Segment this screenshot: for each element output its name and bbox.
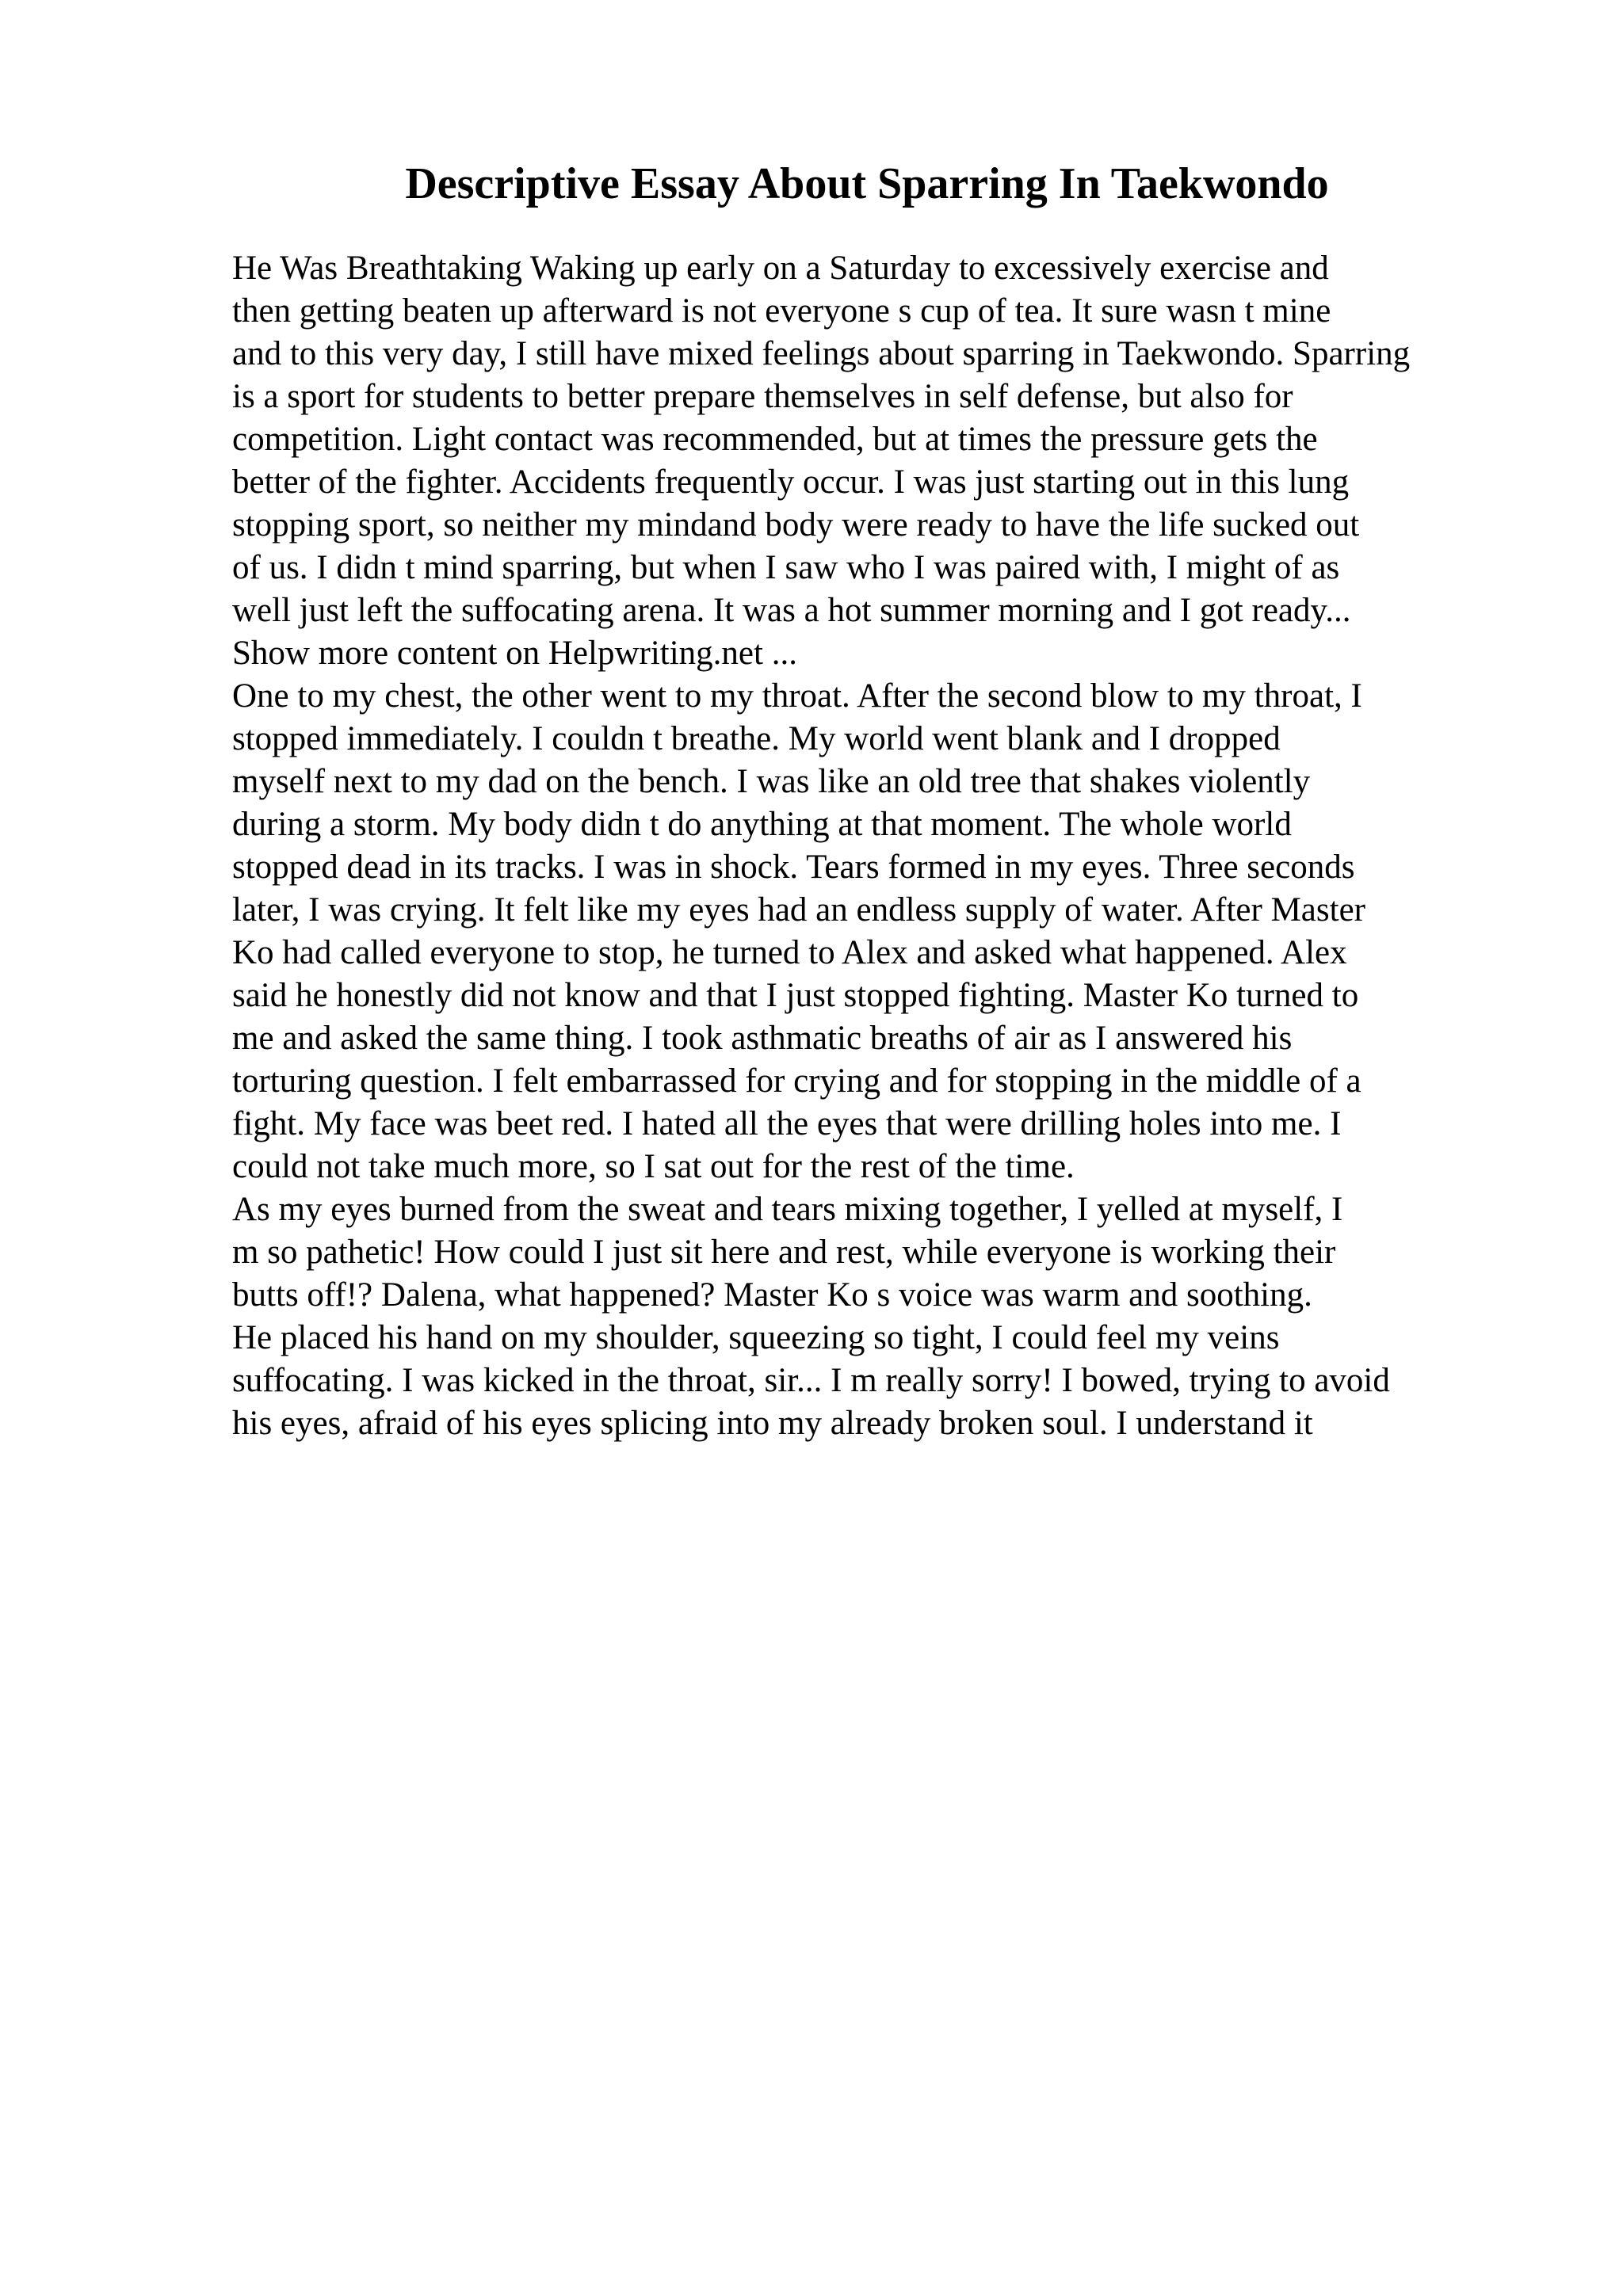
text-line: stopped immediately. I couldn t breathe. My world went blank and I dropped — [232, 720, 1281, 757]
text-line: could not take much more, so I sat out for the rest of the time. — [232, 1148, 1075, 1185]
text-line: is a sport for students to better prepare themselves in self defense, but also for — [232, 378, 1293, 415]
text-line: of us. I didn t mind sparring, but when I saw who I was paired with, I might of as — [232, 549, 1340, 586]
text-line: torturing question. I felt embarrassed for crying and for stopping in the middle of a — [232, 1062, 1361, 1100]
text-line: competition. Light contact was recommended, but at times the pressure gets the — [232, 421, 1318, 458]
text-line: his eyes, afraid of his eyes splicing into my already broken soul. I understand it — [232, 1405, 1313, 1442]
text-line: butts off!? Dalena, what happened? Master Ko s voice was warm and soothing. — [232, 1276, 1312, 1314]
text-line: Ko had called everyone to stop, he turned to Alex and asked what happened. Alex — [232, 934, 1347, 971]
essay-body — [232, 247, 1532, 1445]
show-more-line: Show more content on Helpwriting.net ... — [232, 635, 797, 672]
text-line: myself next to my dad on the bench. I was like an old tree that shakes violently — [232, 763, 1311, 800]
text-line: then getting beaten up afterward is not everyone s cup of tea. It sure wasn t mine — [232, 292, 1331, 330]
text-line: He Was Breathtaking Waking up early on a Saturday to excessively exercise and — [232, 250, 1329, 287]
document-title: Descriptive Essay About Sparring In Taekwondo — [405, 159, 1329, 208]
text-line: One to my chest, the other went to my throat. After the second blow to my throat, I — [232, 677, 1362, 715]
text-line: during a storm. My body didn t do anything at that moment. The whole world — [232, 806, 1292, 843]
text-line: me and asked the same thing. I took asthmatic breaths of air as I answered his — [232, 1020, 1293, 1057]
text-line: later, I was crying. It felt like my eyes had an endless supply of water. After Master — [232, 891, 1365, 929]
text-line: well just left the suffocating arena. It was a hot summer morning and I got ready... — [232, 592, 1351, 629]
text-line: and to this very day, I still have mixed feelings about sparring in Taekwondo. Sparring — [232, 335, 1411, 372]
text-line: He placed his hand on my shoulder, squeezing so tight, I could feel my veins — [232, 1319, 1280, 1356]
text-line: stopped dead in its tracks. I was in shock. Tears formed in my eyes. Three seconds — [232, 849, 1355, 886]
text-line: stopping sport, so neither my mindand body were ready to have the life sucked out — [232, 506, 1360, 543]
text-line: m so pathetic! How could I just sit here and rest, while everyone is working their — [232, 1234, 1336, 1271]
text-line: better of the fighter. Accidents frequently occur. I was just starting out in this lung — [232, 463, 1350, 501]
text-line: As my eyes burned from the sweat and tears mixing together, I yelled at myself, I — [232, 1191, 1343, 1228]
text-line: fight. My face was beet red. I hated all the eyes that were drilling holes into me. I — [232, 1105, 1342, 1142]
text-line: suffocating. I was kicked in the throat, sir... I m really sorry! I bowed, trying to avoid — [232, 1362, 1390, 1399]
text-line: said he honestly did not know and that I just stopped fighting. Master Ko turned to — [232, 977, 1359, 1014]
